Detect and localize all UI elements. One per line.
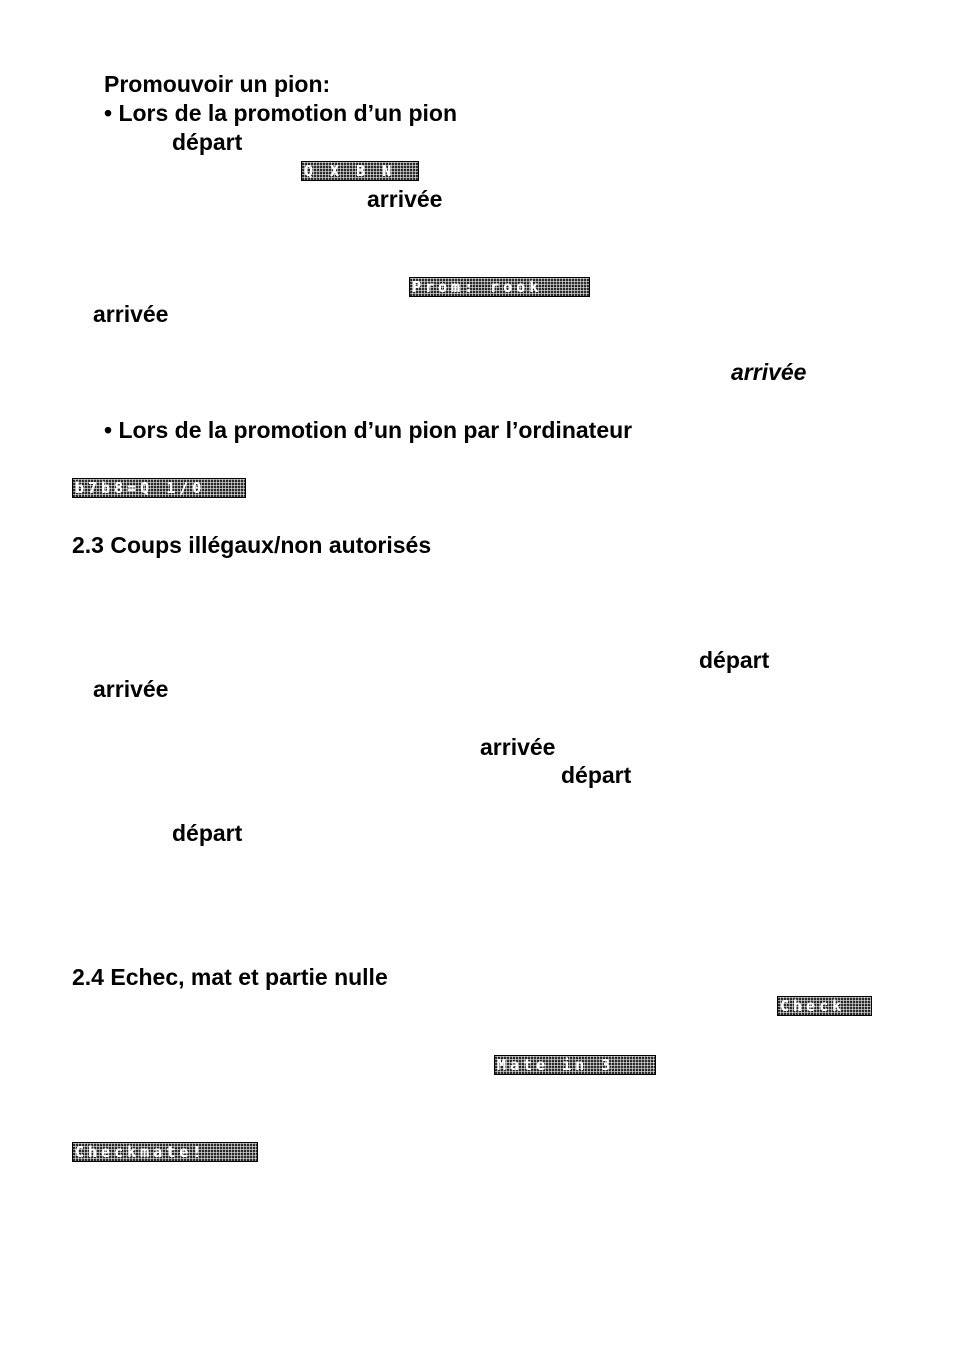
check-mate-heading: 2.4 Echec, mat et partie nulle [72,964,388,990]
arrivee-label: arrivée [480,734,556,760]
lcd-display-text: Q X B N [304,162,396,180]
illegal-moves-heading: 2.3 Coups illégaux/non autorisés [72,532,432,558]
bullet-player-promotion: • Lors de la promotion d’un pion [104,100,458,126]
promotion-heading: Promouvoir un pion: [104,71,331,97]
lcd-display-text: Checkmate! [75,1143,206,1161]
depart-label: départ [561,762,632,788]
lcd-display-check [777,996,872,1016]
lcd-display-text: b7b8=Q 1/0 [75,479,206,497]
depart-label: départ [172,820,243,846]
lcd-display-text: Prom: rook [412,278,543,296]
depart-label: départ [699,647,770,673]
lcd-display-computer-move [72,478,246,498]
arrivee-label: arrivée [93,676,169,702]
lcd-display-move [301,161,419,181]
depart-label: départ [172,129,243,155]
bullet-computer-promotion: • Lors de la promotion d’un pion par l’ordinateur [104,417,633,443]
lcd-display-checkmate [72,1142,258,1162]
arrivee-label: arrivée [93,301,169,327]
arrivee-label: arrivée [367,186,443,212]
lcd-display-text: Check [780,997,846,1015]
arrivee-italic-label: arrivée [731,359,807,385]
lcd-display-mate-in [494,1055,656,1075]
lcd-display-prom [409,277,590,297]
lcd-display-text: Mate in 3 [497,1056,615,1074]
